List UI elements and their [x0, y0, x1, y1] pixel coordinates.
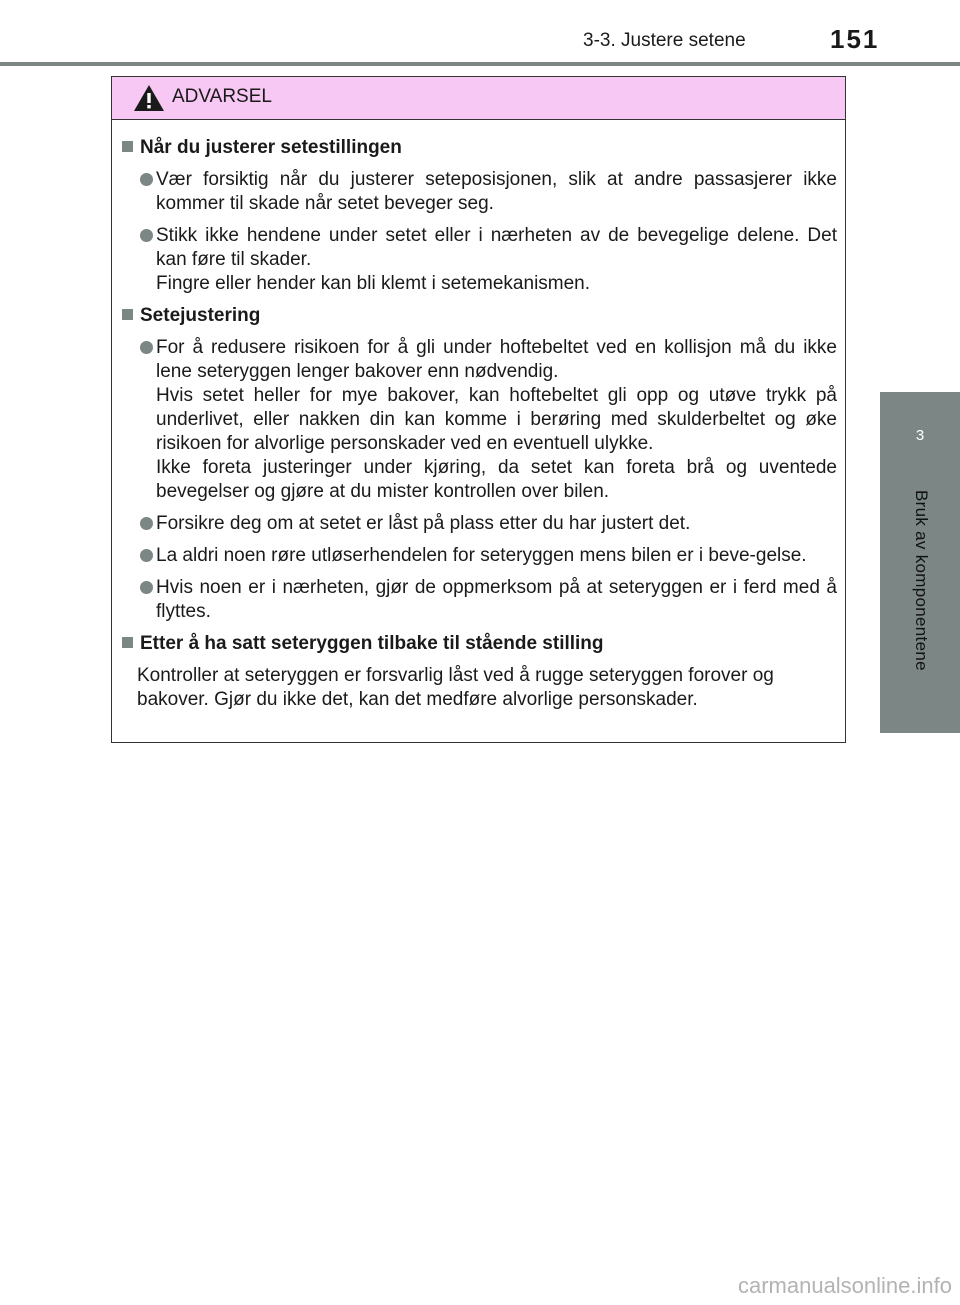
chapter-tab — [880, 392, 960, 733]
bullet-text: Fingre eller hender kan bli klemt i setemekanismen. — [156, 273, 591, 294]
bullet-item — [120, 512, 837, 536]
square-bullet-icon — [122, 637, 133, 648]
square-bullet-icon — [122, 141, 133, 152]
paragraph — [120, 664, 837, 712]
chapter-label: Bruk av komponentene — [912, 490, 931, 671]
square-bullet-icon — [122, 309, 133, 320]
bullet-text: Hvis noen er i nærheten, gjør de oppmerksom på at seteryggen er i ferd med å flyttes. — [156, 577, 837, 622]
bullet-item — [120, 576, 837, 624]
header-divider — [0, 62, 960, 66]
warning-box — [111, 76, 846, 743]
section-title: 3-3. Justere setene — [583, 30, 746, 51]
section-heading-text: Når du justerer setestillingen — [140, 137, 402, 158]
watermark: carmanualsonline.info — [737, 1273, 952, 1298]
page-number: 151 — [830, 24, 880, 54]
section-heading — [120, 632, 837, 656]
paragraph-text: Kontroller at seteryggen er forsvarlig låst ved å rugge seteryggen forover og bakover. Gjør du ikke det, kan det medføre alvorlige personskader. — [137, 665, 774, 710]
section-heading-text: Etter å ha satt seteryggen tilbake til stående stilling — [140, 633, 604, 654]
round-bullet-icon — [140, 517, 153, 530]
warning-body — [112, 120, 845, 712]
section-heading — [120, 136, 837, 160]
bullet-text: Hvis setet heller for mye bakover, kan hoftebeltet gli opp og utøve trykk på underlivet, eller nakken din kan komme i berøring med skulderbeltet og øke risikoen for alvorlige personskader ved en eventuell ulykke. — [156, 385, 837, 454]
bullet-text: For å redusere risikoen for å gli under hoftebeltet ved en kollisjon må du ikke lene seteryggen lenger bakover enn nødvendig. — [156, 337, 837, 382]
warning-title: ADVARSEL — [172, 86, 272, 107]
warning-header — [112, 77, 845, 120]
bullet-text: Stikk ikke hendene under setet eller i nærheten av de bevegelige delene. Det kan føre til skader. — [156, 225, 837, 270]
bullet-item — [120, 168, 837, 216]
bullet-text: La aldri noen røre utløserhendelen for seteryggen mens bilen er i beve-gelse. — [156, 545, 807, 566]
bullet-item — [120, 544, 837, 568]
section-heading-text: Setejustering — [140, 305, 261, 326]
round-bullet-icon — [140, 341, 153, 354]
bullet-text: Forsikre deg om at setet er låst på plass etter du har justert det. — [156, 513, 691, 534]
bullet-text: Ikke foreta justeringer under kjøring, da setet kan foreta brå og uventede bevegelser og gjøre at du mister kontrollen over bilen. — [156, 457, 837, 502]
round-bullet-icon — [140, 173, 153, 186]
round-bullet-icon — [140, 581, 153, 594]
bullet-text: Vær forsiktig når du justerer seteposisjonen, slik at andre passasjerer ikke kommer til skade når setet beveger seg. — [156, 169, 837, 214]
section-heading — [120, 304, 837, 328]
chapter-number: 3 — [915, 427, 925, 444]
round-bullet-icon — [140, 549, 153, 562]
round-bullet-icon — [140, 229, 153, 242]
warning-triangle-icon — [133, 84, 165, 112]
bullet-item — [120, 224, 837, 296]
bullet-item — [120, 336, 837, 504]
